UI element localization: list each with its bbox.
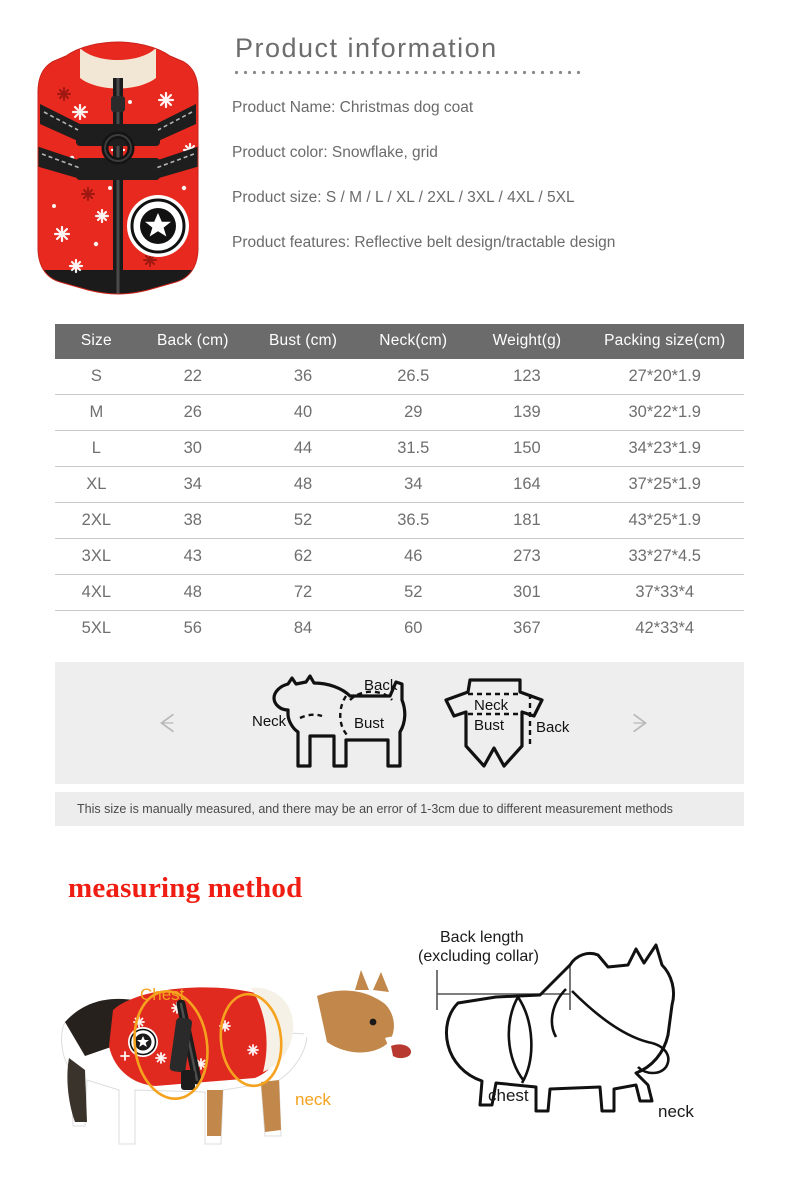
cell-packing: 37*33*4 — [586, 575, 745, 611]
cell-back: 26 — [138, 395, 248, 431]
table-row — [55, 575, 744, 611]
dog-photo-illustration — [55, 930, 415, 1178]
cell-size: L — [55, 431, 138, 467]
cell-size: 4XL — [55, 575, 138, 611]
size-chart-table — [55, 324, 744, 646]
spec-product-color: Product color: Snowflake, grid — [232, 144, 438, 161]
size-chart-table-wrapper — [55, 324, 744, 646]
cell-weight: 301 — [468, 575, 585, 611]
cell-back: 38 — [138, 503, 248, 539]
drawing-label-chest: chest — [488, 1086, 529, 1105]
measuring-method-heading: measuring method — [68, 872, 303, 904]
diagram-label-neck: Neck — [252, 713, 287, 730]
dog-line-drawing — [400, 925, 790, 1178]
cell-neck: 26.5 — [358, 359, 468, 395]
garment-outline-figure — [446, 680, 570, 766]
measuring-method-section — [0, 925, 798, 1178]
cell-bust: 84 — [293, 619, 313, 637]
table-row — [55, 539, 744, 575]
cell-bust: 36 — [248, 359, 358, 395]
chevron-left-icon[interactable] — [155, 710, 181, 736]
cell-back: 22 — [138, 359, 248, 395]
diagram-figures — [250, 670, 580, 778]
column-header-weight: Weight(g) — [468, 324, 585, 359]
chevron-right-icon[interactable] — [626, 710, 652, 736]
table-row — [55, 503, 744, 539]
diagram-label-bust: Bust — [354, 715, 385, 732]
cell-packing: 27*20*1.9 — [586, 359, 745, 395]
measurement-disclaimer-bar — [55, 792, 744, 826]
column-header-bust: Bust (cm) — [248, 324, 358, 359]
cell-size: M — [55, 395, 138, 431]
column-header-packing-size: Packing size(cm) — [586, 324, 745, 359]
cell-weight: 181 — [468, 503, 585, 539]
table-row — [55, 467, 744, 503]
cell-weight: 123 — [468, 359, 585, 395]
cell-bust: 48 — [248, 467, 358, 503]
table-row — [55, 431, 744, 467]
cell-size: 5XL — [81, 619, 112, 637]
cell-weight: 164 — [468, 467, 585, 503]
cell-back: 48 — [138, 575, 248, 611]
title-dotted-rule — [232, 70, 584, 75]
spec-product-features: Product features: Reflective belt design/tractable design — [232, 234, 616, 251]
cell-packing: 42*33*4 — [635, 619, 695, 637]
cell-bust: 44 — [248, 431, 358, 467]
product-info-block — [232, 30, 777, 277]
cell-size: 3XL — [55, 539, 138, 575]
garment-label-bust: Bust — [474, 717, 505, 734]
garment-label-neck: Neck — [474, 697, 509, 714]
disclaimer-text: This size is manually measured, and there may be an error of 1-3cm due to different measurement methods — [77, 802, 673, 816]
column-header-back: Back (cm) — [138, 324, 248, 359]
spec-product-name: Product Name: Christmas dog coat — [232, 99, 474, 116]
cell-neck: 34 — [358, 467, 468, 503]
product-spec-list — [232, 97, 777, 253]
drawing-label-back-length-line1: Back length — [440, 929, 524, 946]
cell-back: 43 — [138, 539, 248, 575]
table-row — [55, 359, 744, 395]
cell-size: 2XL — [55, 503, 138, 539]
cell-neck: 31.5 — [358, 431, 468, 467]
diagram-label-back: Back — [364, 677, 398, 694]
cell-packing: 30*22*1.9 — [586, 395, 745, 431]
column-header-size: Size — [55, 324, 138, 359]
table-row — [55, 611, 744, 647]
cell-size: S — [55, 359, 138, 395]
table-header-row — [55, 324, 744, 359]
cell-bust: 40 — [248, 395, 358, 431]
product-photo — [18, 38, 218, 300]
cell-size: XL — [55, 467, 138, 503]
cell-back: 30 — [138, 431, 248, 467]
dog-wearing-coat-photo — [55, 930, 415, 1178]
column-header-neck: Neck(cm) — [358, 324, 468, 359]
cell-bust: 72 — [248, 575, 358, 611]
cell-neck: 29 — [358, 395, 468, 431]
cell-weight: 150 — [468, 431, 585, 467]
page-title: Product information — [235, 33, 498, 63]
spec-product-size: Product size: S / M / L / XL / 2XL / 3XL / 4XL / 5XL — [232, 189, 575, 206]
product-overview-section — [0, 0, 798, 310]
cell-back: 56 — [183, 619, 202, 637]
dog-coat-illustration — [18, 38, 218, 300]
cell-packing: 34*23*1.9 — [586, 431, 745, 467]
cell-weight: 273 — [468, 539, 585, 575]
dog-measurement-drawing — [400, 925, 790, 1178]
photo-label-neck: neck — [295, 1090, 331, 1109]
measurement-diagram-panel — [55, 662, 744, 784]
cell-neck: 60 — [404, 619, 423, 637]
table-row — [55, 395, 744, 431]
cell-packing: 33*27*4.5 — [586, 539, 745, 575]
garment-label-back: Back — [536, 719, 570, 736]
photo-label-chest: Chest — [140, 985, 185, 1004]
cell-weight: 139 — [468, 395, 585, 431]
drawing-label-back-length-line2: (excluding collar) — [418, 948, 539, 965]
cell-packing: 37*25*1.9 — [586, 467, 745, 503]
cell-back: 34 — [138, 467, 248, 503]
cell-neck: 46 — [358, 539, 468, 575]
cell-neck: 52 — [358, 575, 468, 611]
dog-outline-figure — [252, 676, 405, 766]
cell-bust: 52 — [248, 503, 358, 539]
drawing-label-neck: neck — [658, 1102, 694, 1121]
cell-weight: 367 — [513, 619, 541, 637]
cell-packing: 43*25*1.9 — [586, 503, 745, 539]
cell-bust: 62 — [248, 539, 358, 575]
cell-neck: 36.5 — [358, 503, 468, 539]
